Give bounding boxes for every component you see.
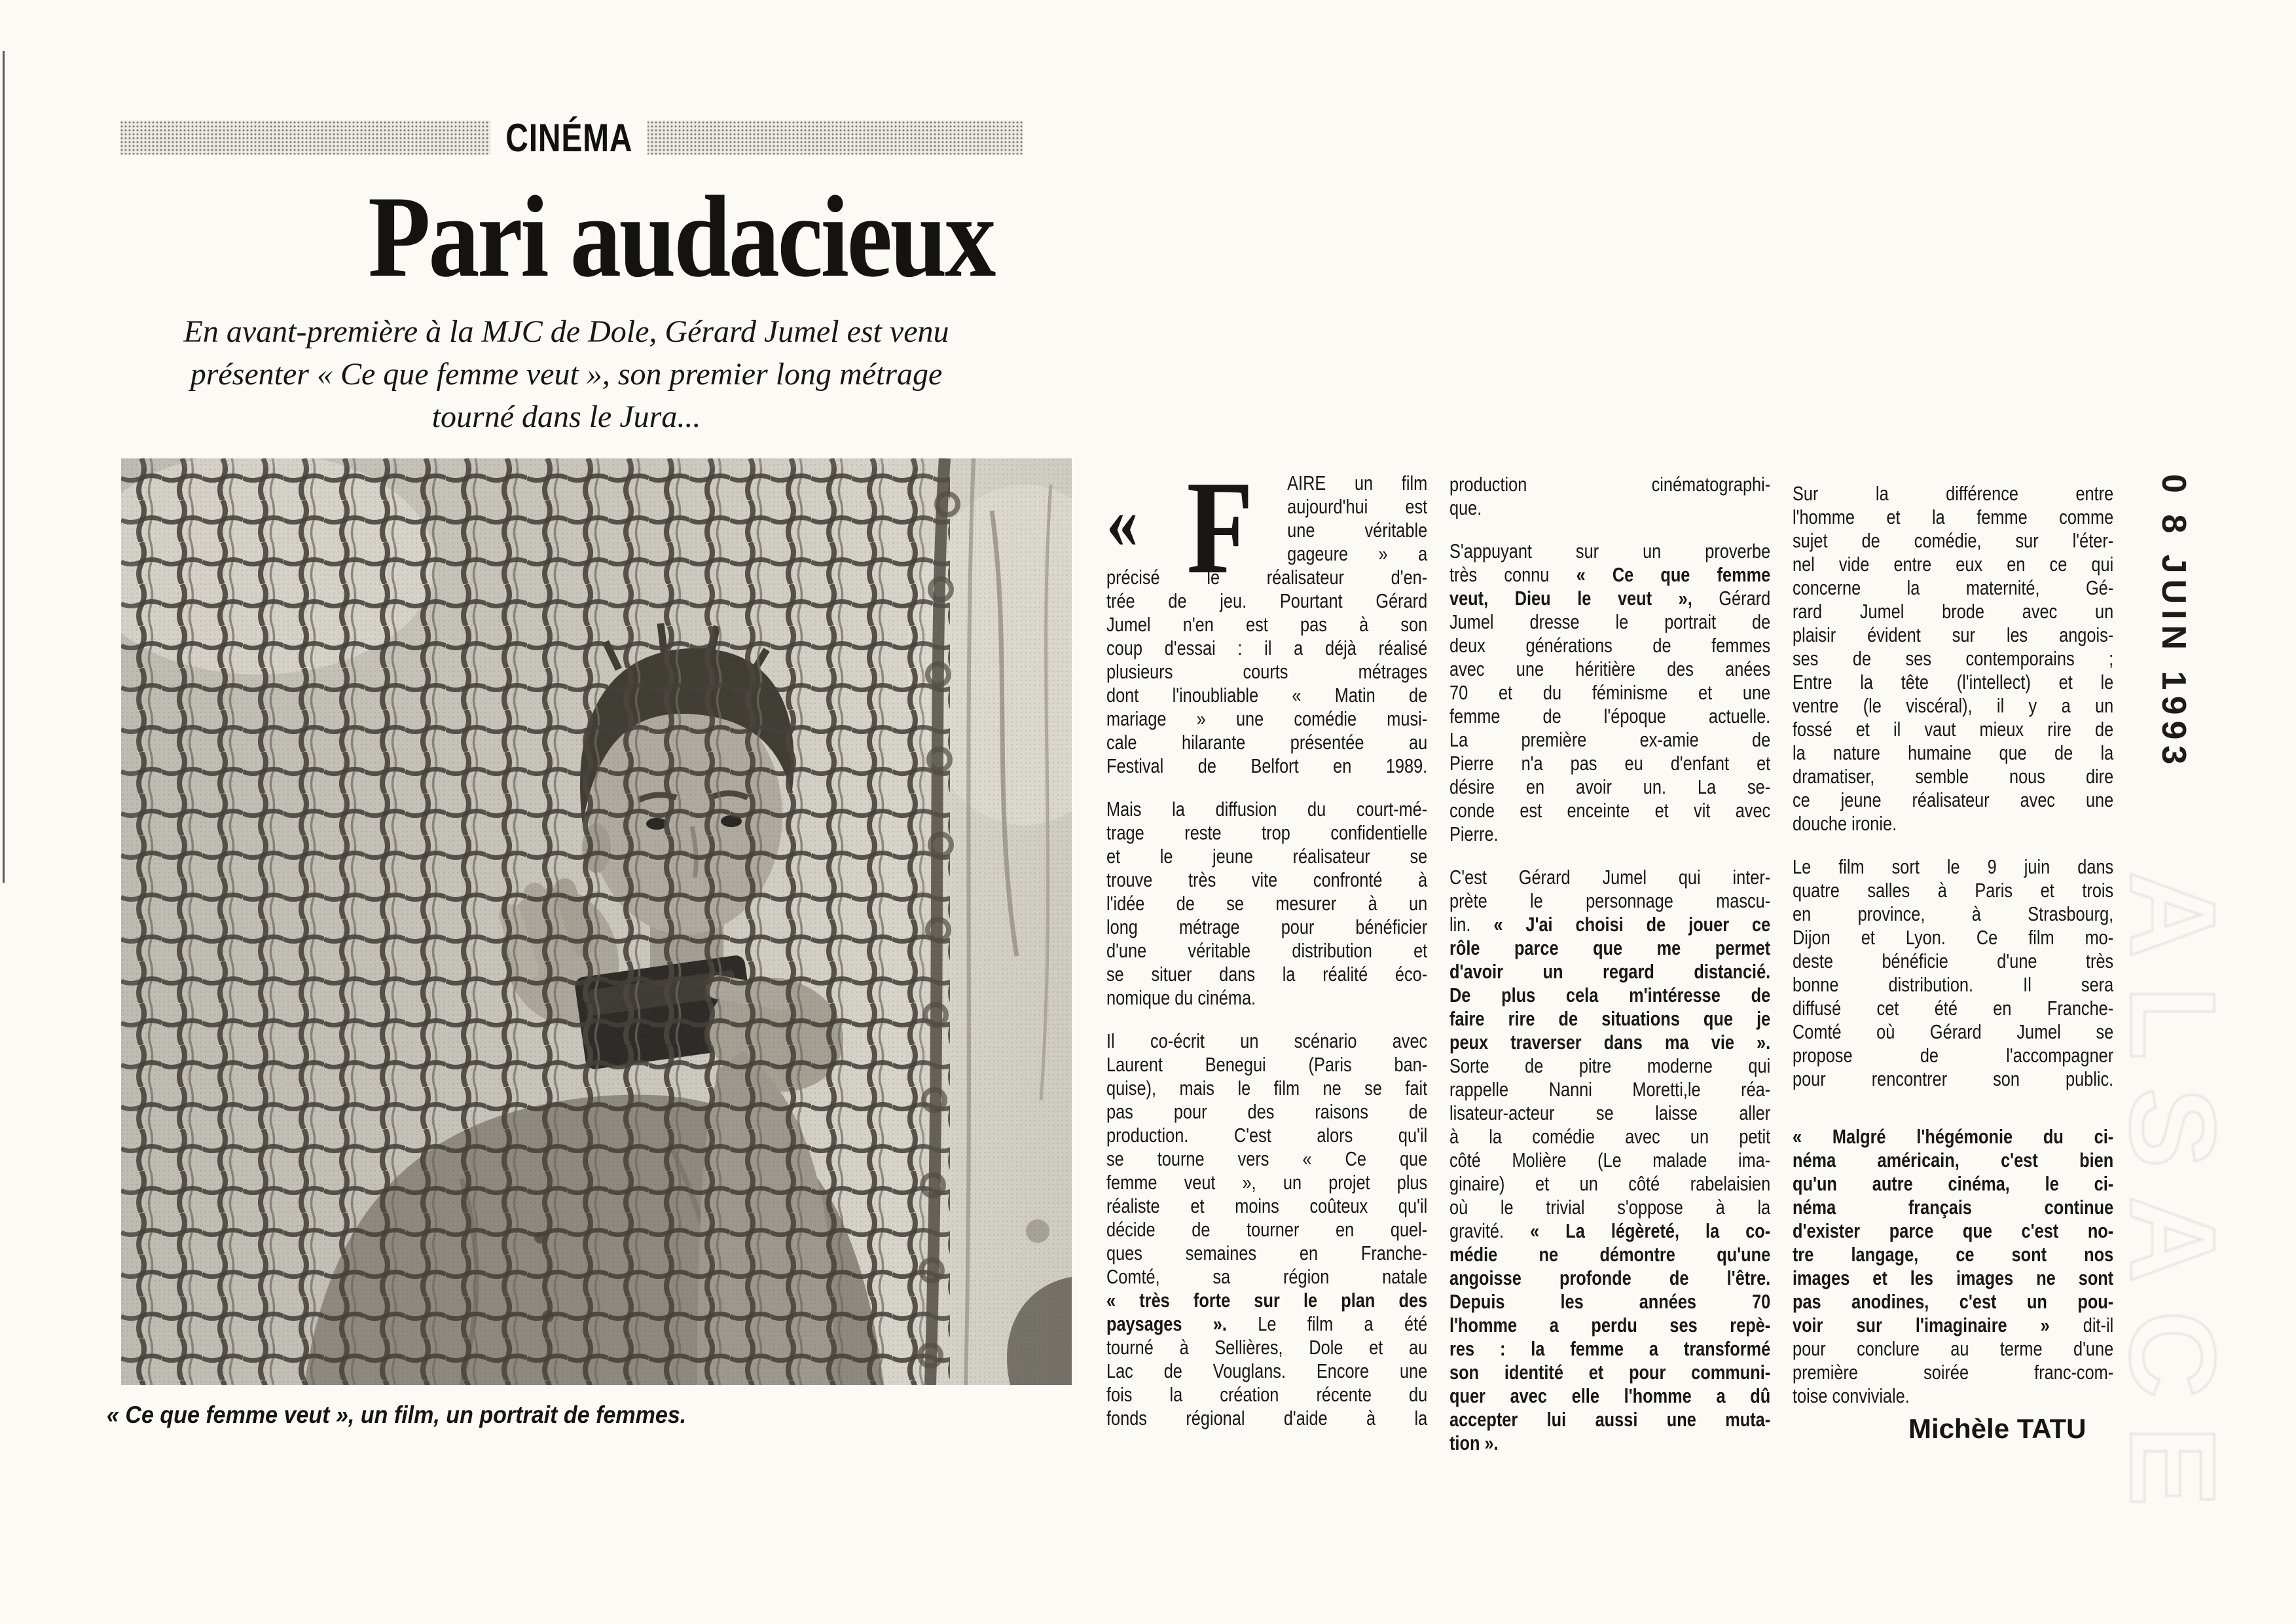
body-line: pas pour des raisons de (1106, 1100, 1428, 1123)
ghost-stamp: ALSACE (2105, 871, 2240, 1534)
body-line: long métrage pour bénéficier (1106, 915, 1428, 938)
body-line: femme de l'époque actuelle. (1449, 705, 1771, 728)
paragraph (1106, 454, 1428, 778)
body-line: rappelle Nanni Moretti,le réa- (1449, 1078, 1771, 1101)
body-line: précisé le réalisateur d'en- (1106, 566, 1428, 589)
body-line: Sorte de pitre moderne qui (1449, 1054, 1771, 1077)
body-line: accepter lui aussi une muta- (1449, 1408, 1771, 1431)
body-line: tourné à Sellières, Dole et au (1106, 1336, 1428, 1359)
body-line: quer avec elle l'homme a dû (1449, 1384, 1771, 1407)
paragraph (1106, 1029, 1427, 1430)
paragraph (1449, 866, 1770, 1455)
body-line: gravité. « La légèreté, la co- (1449, 1219, 1771, 1242)
body-line: désire en avoir un. La se- (1449, 775, 1771, 798)
article-column-3 (1793, 482, 2113, 1408)
body-line: ginaire) et un côté rabelaisien (1449, 1172, 1771, 1195)
body-line: d'avoir un regard distancié. (1449, 960, 1771, 983)
body-line: se tourne vers « Ce que (1106, 1147, 1428, 1170)
body-line: deste bénéficie d'une très (1793, 950, 2114, 972)
body-line: deux générations de femmes (1449, 634, 1771, 657)
body-line: AIRE un film (1287, 471, 1428, 494)
body-line: rard Jumel brode avec un (1793, 600, 2114, 623)
body-line: se situer dans la réalité éco- (1106, 963, 1428, 986)
photo-net-illustration (121, 458, 1072, 1385)
body-line: pour conclure au terme d'une (1793, 1337, 2114, 1360)
body-line: De plus cela m'intéresse de (1449, 984, 1771, 1006)
body-line: douche ironie. (1793, 812, 1897, 835)
body-line: mariage » une comédie musi- (1106, 707, 1428, 730)
body-line: trage reste trop confidentielle (1106, 821, 1428, 844)
body-line: 70 et du féminisme et une (1449, 681, 1771, 704)
body-line: ce jeune réalisateur avec une (1793, 788, 2114, 811)
body-line: cale hilarante présentée au (1106, 731, 1428, 754)
body-line: son identité et pour communi- (1449, 1361, 1771, 1384)
paragraph (1106, 798, 1427, 1010)
body-line: quise), mais le film ne se fait (1106, 1077, 1428, 1099)
body-line: rôle parce que me permet (1449, 936, 1771, 959)
body-line: première soirée franc-com- (1793, 1361, 2114, 1384)
body-line: Lac de Vouglans. Encore une (1106, 1359, 1428, 1382)
body-line: nomique du cinéma. (1106, 986, 1256, 1009)
body-line: Sur la différence entre (1793, 482, 2114, 505)
body-line: pour rencontrer son public. (1793, 1067, 2114, 1090)
paragraph (1449, 473, 1770, 520)
article-photo (121, 458, 1072, 1385)
body-line: Laurent Benegui (Paris ban- (1106, 1053, 1428, 1076)
date-stamp: 0 8 JUIN 1993 (2155, 474, 2193, 771)
body-line: l'homme et la femme comme (1793, 506, 2114, 528)
body-line: angoisse profonde de l'être. (1449, 1266, 1771, 1289)
scan-edge-artifact (3, 51, 5, 883)
body-line: Le film sort le 9 juin dans (1793, 855, 2114, 878)
body-line: plusieurs courts métrages (1106, 660, 1428, 683)
byline: Michèle TATU (1908, 1413, 2086, 1444)
body-line: l'homme a perdu ses repè- (1449, 1314, 1771, 1337)
body-line: décide de tourner en quel- (1106, 1218, 1428, 1241)
body-line: trouve très vite confronté à (1106, 868, 1428, 891)
body-line: à la comédie avec un petit (1449, 1125, 1771, 1148)
body-line: Comté où Gérard Jumel se (1793, 1020, 2114, 1043)
paragraph (1793, 482, 2113, 836)
body-line: Jumel n'en est pas à son (1106, 613, 1428, 636)
body-line: faire rire de situations que je (1449, 1007, 1771, 1030)
body-line: fonds régional d'aide à la (1106, 1407, 1428, 1430)
body-line: Jumel dresse le portrait de (1449, 610, 1771, 633)
drop-cap: « F (1106, 454, 1254, 602)
body-line: Comté, sa région natale (1106, 1265, 1428, 1288)
body-line: tre langage, ce sont nos (1793, 1243, 2114, 1266)
body-line: paysages ». Le film a été (1106, 1312, 1428, 1335)
body-line: une véritable (1287, 519, 1428, 542)
body-line: « très forte sur le plan des (1106, 1289, 1428, 1312)
body-line: en province, à Strasbourg, (1793, 902, 2114, 925)
body-line: ventre (le viscéral), il y a un (1793, 694, 2114, 717)
body-line: femme veut », un projet plus (1106, 1171, 1428, 1194)
body-line: d'exister parce que c'est no- (1793, 1219, 2114, 1242)
kicker-label: CINÉMA (505, 115, 633, 160)
body-line: côté Molière (Le malade ima- (1449, 1149, 1771, 1172)
body-line: tion ». (1449, 1431, 1499, 1454)
body-line: très connu « Ce que femme (1449, 563, 1771, 586)
body-line: propose de l'accompagner (1793, 1044, 2114, 1067)
body-line: Pierre. (1449, 822, 1499, 845)
body-line: lisateur-acteur se laisse aller (1449, 1101, 1771, 1124)
body-line: plaisir évident sur les angois- (1793, 623, 2114, 646)
subtitle-line: En avant-première à la MJC de Dole, Gérard Jumel est venu (183, 314, 949, 349)
article-column-2 (1449, 473, 1770, 1455)
body-line: sujet de comédie, sur l'éter- (1793, 529, 2114, 552)
body-line: veut, Dieu le veut », Gérard (1449, 587, 1771, 610)
body-line: Mais la diffusion du court-mé- (1106, 798, 1428, 821)
body-line: Festival de Belfort en 1989. (1106, 754, 1428, 777)
body-line: ques semaines en Franche- (1106, 1242, 1428, 1264)
body-line: dramatiser, semble nous dire (1793, 765, 2114, 788)
body-line: prète le personnage mascu- (1449, 889, 1771, 912)
body-line: Il co-écrit un scénario avec (1106, 1029, 1428, 1052)
body-line: néma américain, c'est bien (1793, 1149, 2114, 1172)
subtitle-line: tourné dans le Jura... (431, 399, 701, 434)
body-line: bonne distribution. Il sera (1793, 973, 2114, 996)
article-subtitle (98, 310, 1034, 438)
body-line: où le trivial s'oppose à la (1449, 1196, 1771, 1219)
body-line: aujourd'hui est (1287, 495, 1428, 518)
body-line: nel vide entre eux en ce qui (1793, 553, 2114, 576)
body-line: Dijon et Lyon. Ce film mo- (1793, 926, 2114, 949)
paragraph (1793, 1125, 2113, 1408)
body-line: quatre salles à Paris et trois (1793, 879, 2114, 902)
body-line: qu'un autre cinéma, le ci- (1793, 1172, 2114, 1195)
body-line: C'est Gérard Jumel qui inter- (1449, 866, 1771, 889)
body-line: Entre la tête (l'intellect) et le (1793, 671, 2114, 693)
photo-caption: « Ce que femme veut », un film, un portrait de femmes. (107, 1401, 687, 1428)
body-line: voir sur l'imaginaire » dit-il (1793, 1314, 2114, 1337)
subtitle-line: présenter « Ce que femme veut », son premier long métrage (190, 357, 943, 392)
article-title: Pari audacieux (368, 172, 994, 301)
body-line: l'idée de se mesurer à un (1106, 892, 1428, 915)
body-line: images et les images ne sont (1793, 1266, 2114, 1289)
body-line: d'une véritable distribution et (1106, 939, 1428, 962)
body-line: coup d'essai : il a déjà réalisé (1106, 637, 1428, 659)
body-line: fossé et il vaut mieux rire de (1793, 718, 2114, 741)
body-line: la nature humaine que de la (1793, 741, 2114, 764)
paragraph (1449, 540, 1770, 846)
body-line: « Malgré l'hégémonie du ci- (1793, 1125, 2114, 1148)
body-line: diffusé cet été en Franche- (1793, 997, 2114, 1020)
body-line: dont l'inoubliable « Matin de (1106, 684, 1428, 707)
body-line: trée de jeu. Pourtant Gérard (1106, 589, 1428, 612)
article-column-1 (1106, 454, 1428, 1430)
body-line: production cinématographi- (1449, 473, 1771, 496)
body-line: conde est enceinte et vit avec (1449, 799, 1771, 822)
body-line: que. (1449, 496, 1482, 519)
kicker-box (490, 115, 647, 160)
body-line: peux traverser dans ma vie ». (1449, 1031, 1771, 1054)
body-line: fois la création récente du (1106, 1383, 1428, 1406)
body-line: réaliste et moins coûteux qu'il (1106, 1194, 1428, 1217)
body-line: production. C'est alors qu'il (1106, 1124, 1428, 1147)
paragraph (1793, 855, 2113, 1091)
body-line: ses de ses contemporains ; (1793, 647, 2114, 670)
body-line: avec une héritière des anées (1449, 657, 1771, 680)
body-line: médie ne démontre qu'une (1449, 1243, 1771, 1266)
body-line: concerne la maternité, Gé- (1793, 576, 2114, 599)
body-line: S'appuyant sur un proverbe (1449, 540, 1771, 563)
body-line: pas anodines, c'est un pou- (1793, 1290, 2114, 1313)
kicker-banner (120, 115, 1023, 160)
body-line: néma français continue (1793, 1196, 2114, 1219)
body-line: Pierre n'a pas eu d'enfant et (1449, 752, 1771, 775)
body-line: et le jeune réalisateur se (1106, 845, 1428, 868)
body-line: lin. « J'ai choisi de jouer ce (1449, 913, 1771, 936)
body-line: toise conviviale. (1793, 1384, 1910, 1407)
body-line: res : la femme a transformé (1449, 1337, 1771, 1360)
body-line: Depuis les années 70 (1449, 1290, 1771, 1313)
body-line: La première ex-amie de (1449, 728, 1771, 751)
body-line: gageure » a (1287, 542, 1428, 565)
